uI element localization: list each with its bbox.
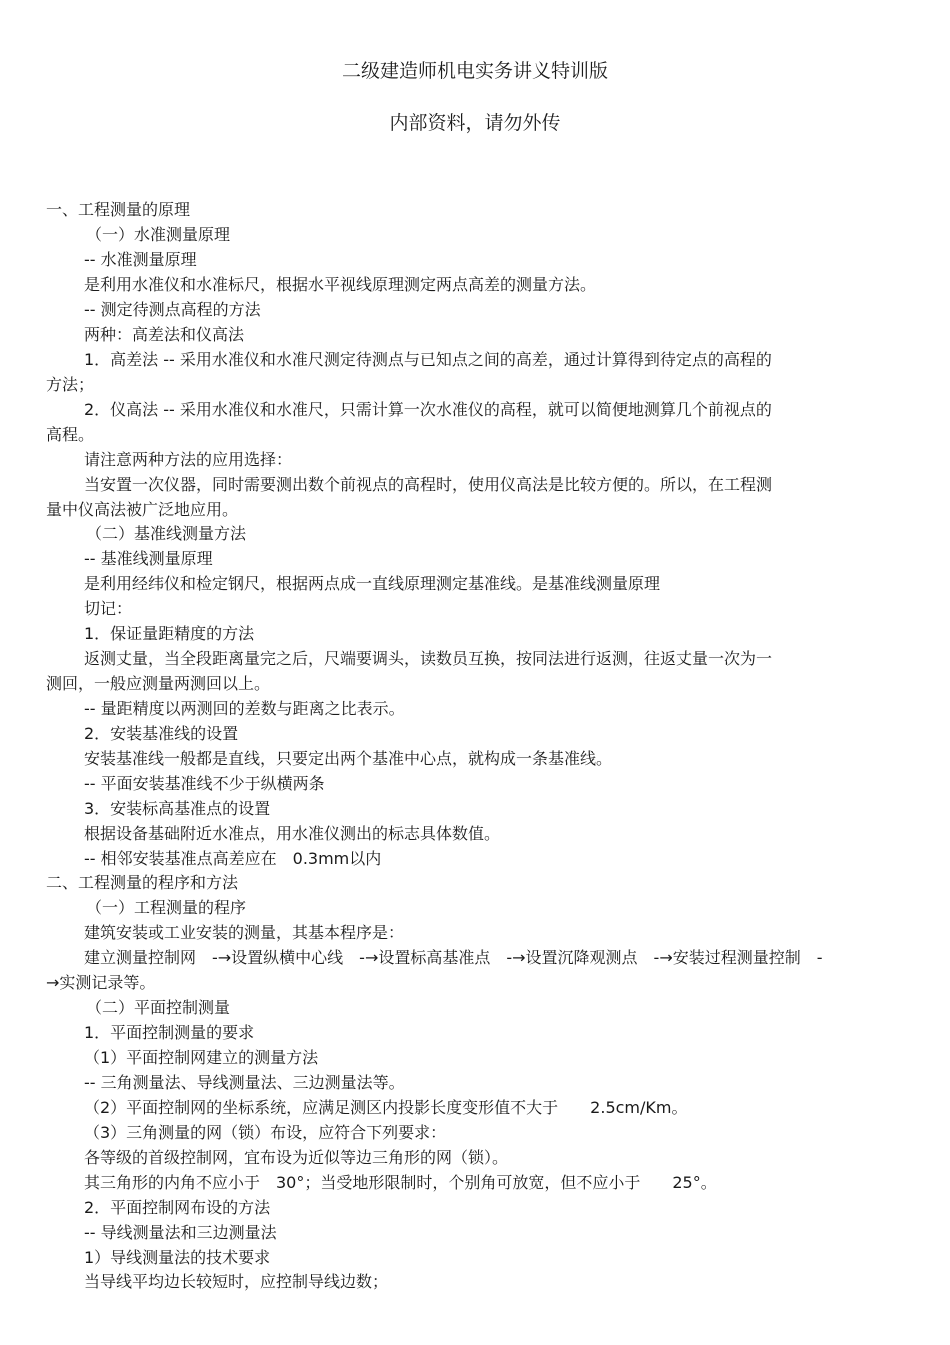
text-line: 2．安装基准线的设置 bbox=[84, 724, 239, 743]
text-line: 安装基准线一般都是直线，只要定出两个基准中心点，就构成一条基准线。 bbox=[84, 749, 613, 768]
text-line: -- 平面安装基准线不少于纵横两条 bbox=[84, 774, 325, 793]
text-line: 1）导线测量法的技术要求 bbox=[84, 1248, 271, 1267]
page-title: 二级建造师机电实务讲义特训版 bbox=[341, 60, 608, 82]
text-line: -- 测定待测点高程的方法 bbox=[84, 300, 261, 319]
text-line: 2．仪高法 -- 采用水准仪和水准尺，只需计算一次水准仪的高程，就可以简便地测算几个前视点的 bbox=[84, 400, 772, 419]
text-line: 3．安装标高基准点的设置 bbox=[84, 799, 271, 818]
text-line: →实测记录等。 bbox=[46, 973, 156, 992]
text-line: -- 量距精度以两测回的差数与距离之比表示。 bbox=[84, 699, 405, 718]
subsection-heading: （一）工程测量的程序 bbox=[86, 898, 247, 917]
text-line: -- 导线测量法和三边测量法 bbox=[84, 1223, 277, 1242]
subsection-heading: （二）平面控制测量 bbox=[86, 998, 231, 1017]
text-line: 各等级的首级控制网，宜布设为近似等边三角形的网（锁）。 bbox=[84, 1148, 509, 1167]
text-line: 当安置一次仪器，同时需要测出数个前视点的高程时，使用仪高法是比较方便的。所以，在工程测 bbox=[84, 475, 773, 494]
text-line: 1．高差法 -- 采用水准仪和水准尺测定待测点与已知点之间的高差，通过计算得到待定点的高程的 bbox=[84, 350, 772, 369]
subsection-heading: （二）基准线测量方法 bbox=[86, 524, 247, 543]
text-line: 高程。 bbox=[46, 425, 95, 444]
text-line: 是利用经纬仪和检定钢尺，根据两点成一直线原理测定基准线。是基准线测量原理 bbox=[84, 574, 661, 593]
text-line: （3）三角测量的网（锁）布设，应符合下列要求： bbox=[84, 1123, 447, 1142]
text-line: 是利用水准仪和水准标尺，根据水平视线原理测定两点高差的测量方法。 bbox=[84, 275, 597, 294]
text-line: 量中仪高法被广泛地应用。 bbox=[46, 500, 239, 519]
text-line: （2）平面控制网的坐标系统，应满足测区内投影长度变形值不大于 2.5cm/Km。 bbox=[84, 1098, 688, 1117]
text-line: -- 基准线测量原理 bbox=[84, 549, 213, 568]
text-line: 请注意两种方法的应用选择： bbox=[84, 450, 293, 469]
text-line: 切记： bbox=[84, 599, 133, 618]
text-line: -- 三角测量法、导线测量法、三边测量法等。 bbox=[84, 1073, 405, 1092]
section-heading: 一、工程测量的原理 bbox=[46, 200, 191, 219]
text-line: 1．平面控制测量的要求 bbox=[84, 1023, 255, 1042]
text-line: 方法； bbox=[46, 375, 95, 394]
text-line: 返测丈量，当全段距离量完之后，尺端要调头，读数员互换，按同法进行返测，往返丈量一次为一 bbox=[84, 649, 773, 668]
section-heading: 二、工程测量的程序和方法 bbox=[46, 873, 239, 892]
text-line: 其三角形的内角不应小于 30°；当受地形限制时，个别角可放宽，但不应小于 25°。 bbox=[84, 1173, 717, 1192]
subsection-heading: （一）水准测量原理 bbox=[86, 225, 231, 244]
text-line: （1）平面控制网建立的测量方法 bbox=[84, 1048, 319, 1067]
text-line: 1．保证量距精度的方法 bbox=[84, 624, 255, 643]
page-subtitle: 内部资料，请勿外传 bbox=[389, 112, 561, 134]
text-line: 当导线平均边长较短时，应控制导线边数； bbox=[84, 1272, 389, 1291]
text-line: 两种：高差法和仪高法 bbox=[84, 325, 245, 344]
text-line: 2．平面控制网布设的方法 bbox=[84, 1198, 271, 1217]
text-line: -- 水准测量原理 bbox=[84, 250, 197, 269]
text-line: 根据设备基础附近水准点，用水准仪测出的标志具体数值。 bbox=[84, 824, 501, 843]
text-line: -- 相邻安装基准点高差应在 0.3mm以内 bbox=[84, 849, 382, 868]
text-line: 建筑安装或工业安装的测量，其基本程序是： bbox=[84, 923, 405, 942]
text-line: 测回，一般应测量两测回以上。 bbox=[46, 674, 271, 693]
text-line: 建立测量控制网 -→设置纵横中心线 -→设置标高基准点 -→设置沉降观测点 -→安装过程测量控制 - bbox=[84, 948, 823, 967]
